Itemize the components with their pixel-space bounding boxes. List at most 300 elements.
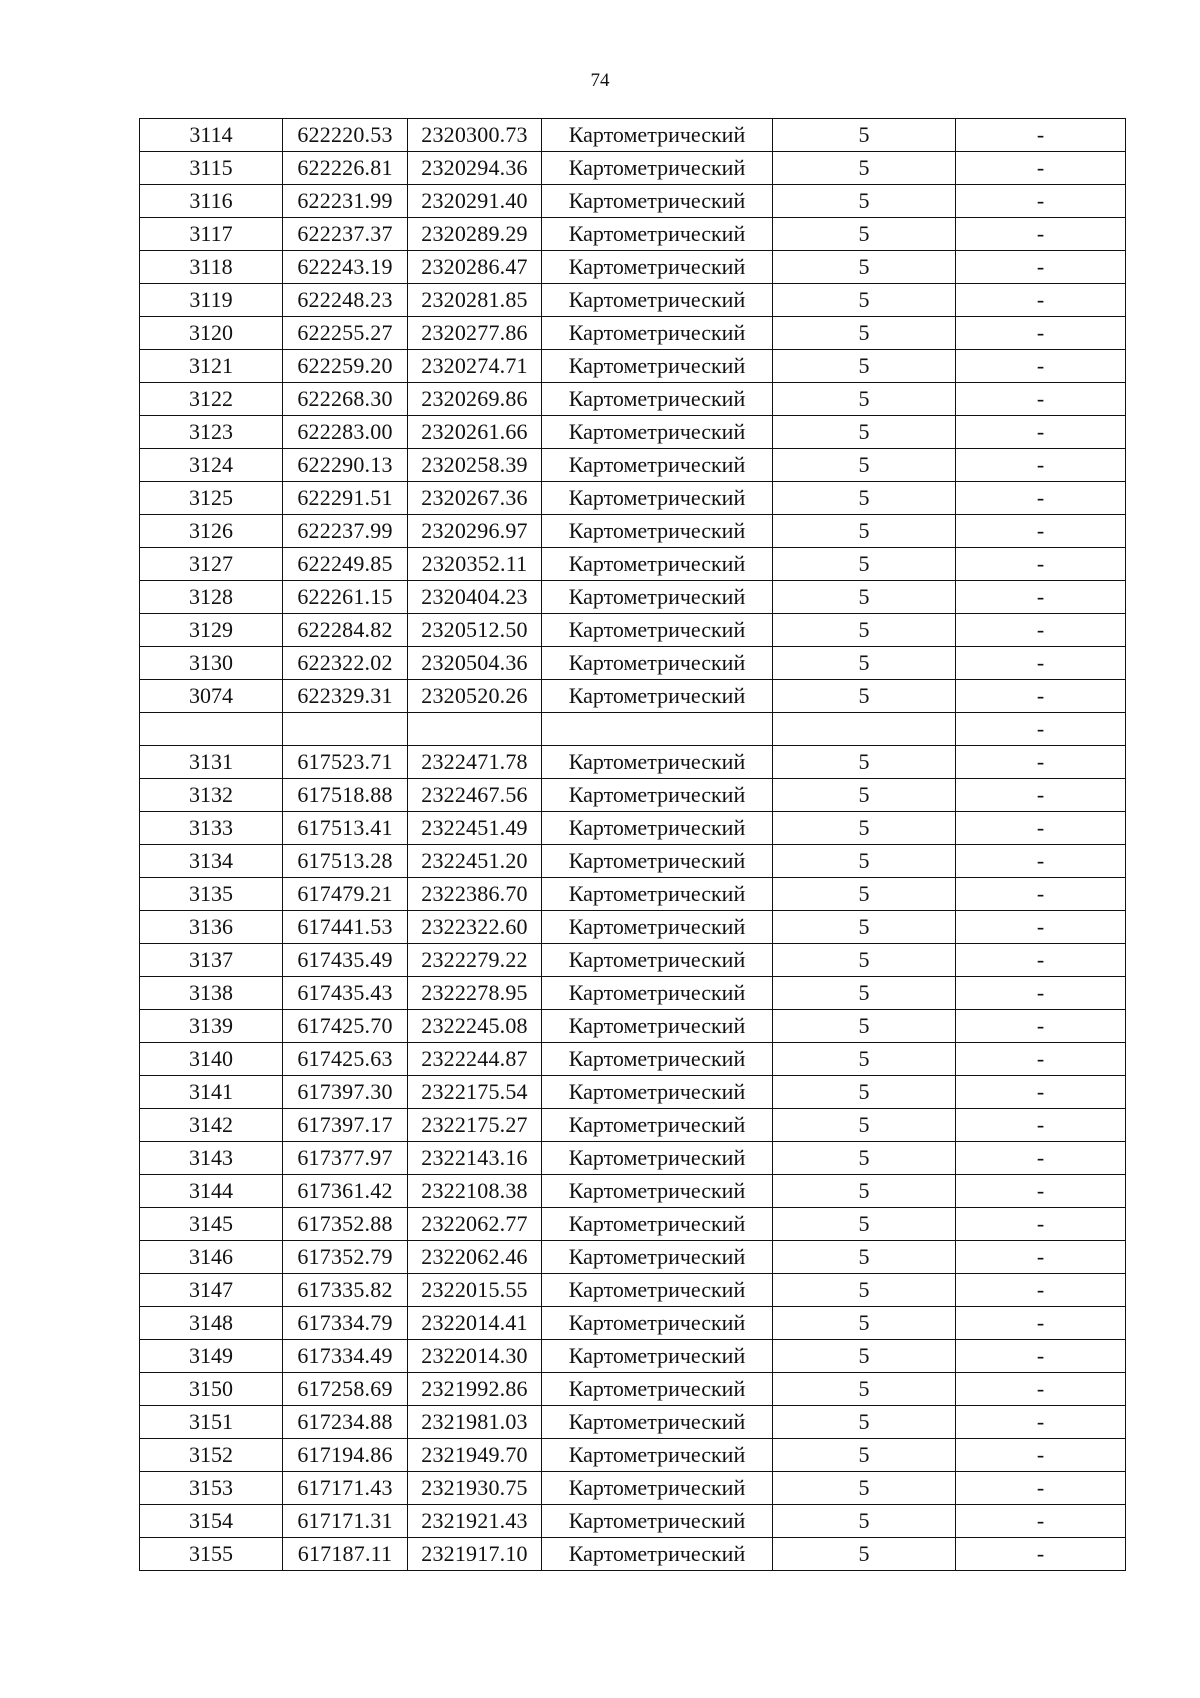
x-coordinate-cell: 617171.43	[283, 1472, 408, 1505]
precision-cell: 5	[773, 647, 956, 680]
point-number-cell: 3147	[140, 1274, 283, 1307]
method-cell: Картометрический	[542, 1505, 773, 1538]
x-coordinate-cell: 617523.71	[283, 746, 408, 779]
point-number-cell: 3150	[140, 1373, 283, 1406]
x-coordinate-cell: 617425.70	[283, 1010, 408, 1043]
point-number-cell: 3152	[140, 1439, 283, 1472]
y-coordinate-cell: 2320512.50	[408, 614, 542, 647]
x-coordinate-cell: 622237.37	[283, 218, 408, 251]
precision-cell: 5	[773, 944, 956, 977]
table-row	[140, 284, 1126, 317]
precision-cell: 5	[773, 812, 956, 845]
method-cell: Картометрический	[542, 1208, 773, 1241]
method-cell: Картометрический	[542, 779, 773, 812]
point-number-cell: 3155	[140, 1538, 283, 1571]
x-coordinate-cell: 617258.69	[283, 1373, 408, 1406]
table-row	[140, 1010, 1126, 1043]
method-cell: Картометрический	[542, 1340, 773, 1373]
table-row	[140, 779, 1126, 812]
method-cell: Картометрический	[542, 1373, 773, 1406]
y-coordinate-cell: 2322175.27	[408, 1109, 542, 1142]
table-row	[140, 1043, 1126, 1076]
x-coordinate-cell: 622322.02	[283, 647, 408, 680]
method-cell: Картометрический	[542, 449, 773, 482]
method-cell: Картометрический	[542, 317, 773, 350]
y-coordinate-cell: 2322014.30	[408, 1340, 542, 1373]
method-cell: Картометрический	[542, 911, 773, 944]
table-row	[140, 218, 1126, 251]
point-number-cell: 3118	[140, 251, 283, 284]
point-number-cell: 3148	[140, 1307, 283, 1340]
y-coordinate-cell: 2320289.29	[408, 218, 542, 251]
point-number-cell: 3135	[140, 878, 283, 911]
y-coordinate-cell: 2320300.73	[408, 119, 542, 152]
point-number-cell: 3125	[140, 482, 283, 515]
note-cell: -	[956, 1406, 1126, 1439]
x-coordinate-cell: 617513.41	[283, 812, 408, 845]
point-number-cell: 3133	[140, 812, 283, 845]
point-number-cell: 3115	[140, 152, 283, 185]
method-cell: Картометрический	[542, 119, 773, 152]
precision-cell: 5	[773, 1373, 956, 1406]
method-cell	[542, 713, 773, 746]
precision-cell: 5	[773, 1472, 956, 1505]
point-number-cell: 3145	[140, 1208, 283, 1241]
x-coordinate-cell: 622290.13	[283, 449, 408, 482]
note-cell: -	[956, 119, 1126, 152]
precision-cell: 5	[773, 152, 956, 185]
x-coordinate-cell: 617513.28	[283, 845, 408, 878]
x-coordinate-cell: 617335.82	[283, 1274, 408, 1307]
method-cell: Картометрический	[542, 1076, 773, 1109]
x-coordinate-cell: 622261.15	[283, 581, 408, 614]
table-row	[140, 1472, 1126, 1505]
point-number-cell: 3114	[140, 119, 283, 152]
method-cell: Картометрический	[542, 614, 773, 647]
table-row	[140, 119, 1126, 152]
y-coordinate-cell: 2322451.49	[408, 812, 542, 845]
x-coordinate-cell: 622268.30	[283, 383, 408, 416]
y-coordinate-cell: 2322175.54	[408, 1076, 542, 1109]
method-cell: Картометрический	[542, 1175, 773, 1208]
note-cell: -	[956, 1472, 1126, 1505]
y-coordinate-cell: 2321930.75	[408, 1472, 542, 1505]
table-row	[140, 251, 1126, 284]
y-coordinate-cell: 2322143.16	[408, 1142, 542, 1175]
note-cell: -	[956, 1076, 1126, 1109]
y-coordinate-cell: 2322108.38	[408, 1175, 542, 1208]
point-number-cell: 3140	[140, 1043, 283, 1076]
note-cell: -	[956, 845, 1126, 878]
table-row	[140, 944, 1126, 977]
method-cell: Картометрический	[542, 218, 773, 251]
precision-cell: 5	[773, 1340, 956, 1373]
precision-cell: 5	[773, 1109, 956, 1142]
table-row	[140, 1274, 1126, 1307]
table-row	[140, 1406, 1126, 1439]
note-cell: -	[956, 548, 1126, 581]
table-row	[140, 1208, 1126, 1241]
x-coordinate-cell: 617397.30	[283, 1076, 408, 1109]
method-cell: Картометрический	[542, 185, 773, 218]
precision-cell: 5	[773, 1208, 956, 1241]
y-coordinate-cell: 2320404.23	[408, 581, 542, 614]
precision-cell	[773, 713, 956, 746]
table-row	[140, 713, 1126, 746]
method-cell: Картометрический	[542, 977, 773, 1010]
method-cell: Картометрический	[542, 1472, 773, 1505]
method-cell: Картометрический	[542, 251, 773, 284]
point-number-cell: 3154	[140, 1505, 283, 1538]
x-coordinate-cell: 622259.20	[283, 350, 408, 383]
precision-cell: 5	[773, 284, 956, 317]
method-cell: Картометрический	[542, 581, 773, 614]
precision-cell: 5	[773, 1043, 956, 1076]
y-coordinate-cell: 2320261.66	[408, 416, 542, 449]
x-coordinate-cell: 617435.43	[283, 977, 408, 1010]
x-coordinate-cell: 617441.53	[283, 911, 408, 944]
point-number-cell: 3149	[140, 1340, 283, 1373]
table-row	[140, 911, 1126, 944]
method-cell: Картометрический	[542, 350, 773, 383]
method-cell: Картометрический	[542, 1274, 773, 1307]
precision-cell: 5	[773, 878, 956, 911]
table-row	[140, 647, 1126, 680]
precision-cell: 5	[773, 581, 956, 614]
y-coordinate-cell: 2322278.95	[408, 977, 542, 1010]
table-row	[140, 977, 1126, 1010]
y-coordinate-cell: 2322062.77	[408, 1208, 542, 1241]
point-number-cell: 3131	[140, 746, 283, 779]
point-number-cell: 3143	[140, 1142, 283, 1175]
table-row	[140, 1175, 1126, 1208]
point-number-cell: 3136	[140, 911, 283, 944]
method-cell: Картометрический	[542, 1241, 773, 1274]
y-coordinate-cell: 2321921.43	[408, 1505, 542, 1538]
x-coordinate-cell: 617194.86	[283, 1439, 408, 1472]
method-cell: Картометрический	[542, 878, 773, 911]
precision-cell: 5	[773, 1538, 956, 1571]
method-cell: Картометрический	[542, 944, 773, 977]
y-coordinate-cell: 2322471.78	[408, 746, 542, 779]
method-cell: Картометрический	[542, 1010, 773, 1043]
note-cell: -	[956, 944, 1126, 977]
precision-cell: 5	[773, 911, 956, 944]
precision-cell: 5	[773, 977, 956, 1010]
method-cell: Картометрический	[542, 1142, 773, 1175]
x-coordinate-cell: 617518.88	[283, 779, 408, 812]
x-coordinate-cell: 622231.99	[283, 185, 408, 218]
x-coordinate-cell: 617425.63	[283, 1043, 408, 1076]
point-number-cell: 3137	[140, 944, 283, 977]
point-number-cell: 3074	[140, 680, 283, 713]
x-coordinate-cell: 622284.82	[283, 614, 408, 647]
x-coordinate-cell: 617361.42	[283, 1175, 408, 1208]
y-coordinate-cell: 2320504.36	[408, 647, 542, 680]
precision-cell: 5	[773, 1175, 956, 1208]
precision-cell: 5	[773, 1505, 956, 1538]
precision-cell: 5	[773, 416, 956, 449]
precision-cell: 5	[773, 1439, 956, 1472]
note-cell: -	[956, 251, 1126, 284]
point-number-cell: 3151	[140, 1406, 283, 1439]
note-cell: -	[956, 746, 1126, 779]
precision-cell: 5	[773, 185, 956, 218]
method-cell: Картометрический	[542, 680, 773, 713]
note-cell: -	[956, 779, 1126, 812]
precision-cell: 5	[773, 680, 956, 713]
table-row	[140, 581, 1126, 614]
precision-cell: 5	[773, 1274, 956, 1307]
method-cell: Картометрический	[542, 845, 773, 878]
x-coordinate-cell: 622255.27	[283, 317, 408, 350]
method-cell: Картометрический	[542, 548, 773, 581]
y-coordinate-cell: 2322062.46	[408, 1241, 542, 1274]
point-number-cell: 3124	[140, 449, 283, 482]
precision-cell: 5	[773, 251, 956, 284]
y-coordinate-cell: 2322467.56	[408, 779, 542, 812]
point-number-cell: 3144	[140, 1175, 283, 1208]
method-cell: Картометрический	[542, 746, 773, 779]
note-cell: -	[956, 383, 1126, 416]
x-coordinate-cell: 617352.79	[283, 1241, 408, 1274]
table-row	[140, 548, 1126, 581]
note-cell: -	[956, 1010, 1126, 1043]
note-cell: -	[956, 647, 1126, 680]
table-row	[140, 1538, 1126, 1571]
precision-cell: 5	[773, 119, 956, 152]
table-row	[140, 350, 1126, 383]
y-coordinate-cell: 2320274.71	[408, 350, 542, 383]
y-coordinate-cell	[408, 713, 542, 746]
table-row	[140, 878, 1126, 911]
precision-cell: 5	[773, 317, 956, 350]
x-coordinate-cell: 622249.85	[283, 548, 408, 581]
note-cell: -	[956, 416, 1126, 449]
x-coordinate-cell: 617334.79	[283, 1307, 408, 1340]
precision-cell: 5	[773, 1076, 956, 1109]
precision-cell: 5	[773, 845, 956, 878]
y-coordinate-cell: 2320291.40	[408, 185, 542, 218]
precision-cell: 5	[773, 1010, 956, 1043]
page-number: 74	[590, 70, 610, 91]
point-number-cell: 3121	[140, 350, 283, 383]
note-cell: -	[956, 1538, 1126, 1571]
point-number-cell: 3127	[140, 548, 283, 581]
x-coordinate-cell: 622237.99	[283, 515, 408, 548]
x-coordinate-cell: 622248.23	[283, 284, 408, 317]
y-coordinate-cell: 2320520.26	[408, 680, 542, 713]
x-coordinate-cell: 622283.00	[283, 416, 408, 449]
point-number-cell: 3132	[140, 779, 283, 812]
table-row	[140, 1307, 1126, 1340]
method-cell: Картометрический	[542, 1439, 773, 1472]
point-number-cell: 3146	[140, 1241, 283, 1274]
x-coordinate-cell: 622226.81	[283, 152, 408, 185]
point-number-cell: 3120	[140, 317, 283, 350]
y-coordinate-cell: 2320352.11	[408, 548, 542, 581]
y-coordinate-cell: 2322014.41	[408, 1307, 542, 1340]
y-coordinate-cell: 2320277.86	[408, 317, 542, 350]
note-cell: -	[956, 680, 1126, 713]
point-number-cell: 3126	[140, 515, 283, 548]
table-row	[140, 1505, 1126, 1538]
x-coordinate-cell: 617334.49	[283, 1340, 408, 1373]
x-coordinate-cell: 617397.17	[283, 1109, 408, 1142]
y-coordinate-cell: 2320267.36	[408, 482, 542, 515]
note-cell: -	[956, 812, 1126, 845]
y-coordinate-cell: 2320296.97	[408, 515, 542, 548]
y-coordinate-cell: 2320258.39	[408, 449, 542, 482]
table-row	[140, 383, 1126, 416]
note-cell: -	[956, 1373, 1126, 1406]
x-coordinate-cell: 622329.31	[283, 680, 408, 713]
note-cell: -	[956, 185, 1126, 218]
table-row	[140, 845, 1126, 878]
note-cell: -	[956, 1307, 1126, 1340]
table-row	[140, 482, 1126, 515]
note-cell: -	[956, 1142, 1126, 1175]
precision-cell: 5	[773, 1307, 956, 1340]
point-number-cell: 3134	[140, 845, 283, 878]
precision-cell: 5	[773, 350, 956, 383]
table-row	[140, 1109, 1126, 1142]
point-number-cell: 3123	[140, 416, 283, 449]
note-cell: -	[956, 317, 1126, 350]
table-row	[140, 1142, 1126, 1175]
table-row	[140, 1373, 1126, 1406]
table-row	[140, 812, 1126, 845]
note-cell: -	[956, 1109, 1126, 1142]
y-coordinate-cell: 2320294.36	[408, 152, 542, 185]
y-coordinate-cell: 2322015.55	[408, 1274, 542, 1307]
y-coordinate-cell: 2322244.87	[408, 1043, 542, 1076]
table-body	[140, 119, 1126, 1571]
x-coordinate-cell: 617171.31	[283, 1505, 408, 1538]
table-row	[140, 449, 1126, 482]
precision-cell: 5	[773, 779, 956, 812]
table-row	[140, 1076, 1126, 1109]
table-row	[140, 680, 1126, 713]
y-coordinate-cell: 2322451.20	[408, 845, 542, 878]
note-cell: -	[956, 1043, 1126, 1076]
precision-cell: 5	[773, 383, 956, 416]
point-number-cell: 3138	[140, 977, 283, 1010]
y-coordinate-cell: 2321992.86	[408, 1373, 542, 1406]
table-row	[140, 317, 1126, 350]
x-coordinate-cell: 617479.21	[283, 878, 408, 911]
point-number-cell: 3153	[140, 1472, 283, 1505]
note-cell: -	[956, 1340, 1126, 1373]
y-coordinate-cell: 2320286.47	[408, 251, 542, 284]
y-coordinate-cell: 2320281.85	[408, 284, 542, 317]
table-row	[140, 1439, 1126, 1472]
note-cell: -	[956, 878, 1126, 911]
point-number-cell: 3142	[140, 1109, 283, 1142]
point-number-cell: 3130	[140, 647, 283, 680]
method-cell: Картометрический	[542, 284, 773, 317]
coordinates-table	[139, 118, 1126, 1571]
method-cell: Картометрический	[542, 1109, 773, 1142]
method-cell: Картометрический	[542, 515, 773, 548]
point-number-cell: 3129	[140, 614, 283, 647]
method-cell: Картометрический	[542, 152, 773, 185]
point-number-cell: 3119	[140, 284, 283, 317]
x-coordinate-cell: 617377.97	[283, 1142, 408, 1175]
note-cell: -	[956, 1274, 1126, 1307]
note-cell: -	[956, 614, 1126, 647]
method-cell: Картометрический	[542, 812, 773, 845]
table-row	[140, 515, 1126, 548]
table-row	[140, 152, 1126, 185]
method-cell: Картометрический	[542, 1538, 773, 1571]
method-cell: Картометрический	[542, 416, 773, 449]
x-coordinate-cell: 617352.88	[283, 1208, 408, 1241]
precision-cell: 5	[773, 1142, 956, 1175]
table-row	[140, 614, 1126, 647]
point-number-cell: 3116	[140, 185, 283, 218]
table-row	[140, 746, 1126, 779]
y-coordinate-cell: 2321917.10	[408, 1538, 542, 1571]
note-cell: -	[956, 482, 1126, 515]
note-cell: -	[956, 713, 1126, 746]
precision-cell: 5	[773, 614, 956, 647]
x-coordinate-cell: 617187.11	[283, 1538, 408, 1571]
point-number-cell: 3128	[140, 581, 283, 614]
y-coordinate-cell: 2322322.60	[408, 911, 542, 944]
point-number-cell: 3122	[140, 383, 283, 416]
point-number-cell	[140, 713, 283, 746]
precision-cell: 5	[773, 449, 956, 482]
table-row	[140, 185, 1126, 218]
table-row	[140, 1241, 1126, 1274]
note-cell: -	[956, 977, 1126, 1010]
method-cell: Картометрический	[542, 1043, 773, 1076]
point-number-cell: 3117	[140, 218, 283, 251]
method-cell: Картометрический	[542, 1307, 773, 1340]
method-cell: Картометрический	[542, 647, 773, 680]
precision-cell: 5	[773, 1406, 956, 1439]
note-cell: -	[956, 515, 1126, 548]
precision-cell: 5	[773, 1241, 956, 1274]
point-number-cell: 3141	[140, 1076, 283, 1109]
note-cell: -	[956, 581, 1126, 614]
y-coordinate-cell: 2321949.70	[408, 1439, 542, 1472]
x-coordinate-cell: 622220.53	[283, 119, 408, 152]
method-cell: Картометрический	[542, 1406, 773, 1439]
precision-cell: 5	[773, 218, 956, 251]
method-cell: Картометрический	[542, 383, 773, 416]
note-cell: -	[956, 152, 1126, 185]
note-cell: -	[956, 449, 1126, 482]
precision-cell: 5	[773, 482, 956, 515]
note-cell: -	[956, 284, 1126, 317]
note-cell: -	[956, 1439, 1126, 1472]
note-cell: -	[956, 911, 1126, 944]
y-coordinate-cell: 2320269.86	[408, 383, 542, 416]
method-cell: Картометрический	[542, 482, 773, 515]
note-cell: -	[956, 1505, 1126, 1538]
table-row	[140, 416, 1126, 449]
table-row	[140, 1340, 1126, 1373]
note-cell: -	[956, 1208, 1126, 1241]
y-coordinate-cell: 2322279.22	[408, 944, 542, 977]
note-cell: -	[956, 350, 1126, 383]
x-coordinate-cell: 617435.49	[283, 944, 408, 977]
y-coordinate-cell: 2322245.08	[408, 1010, 542, 1043]
note-cell: -	[956, 218, 1126, 251]
point-number-cell: 3139	[140, 1010, 283, 1043]
